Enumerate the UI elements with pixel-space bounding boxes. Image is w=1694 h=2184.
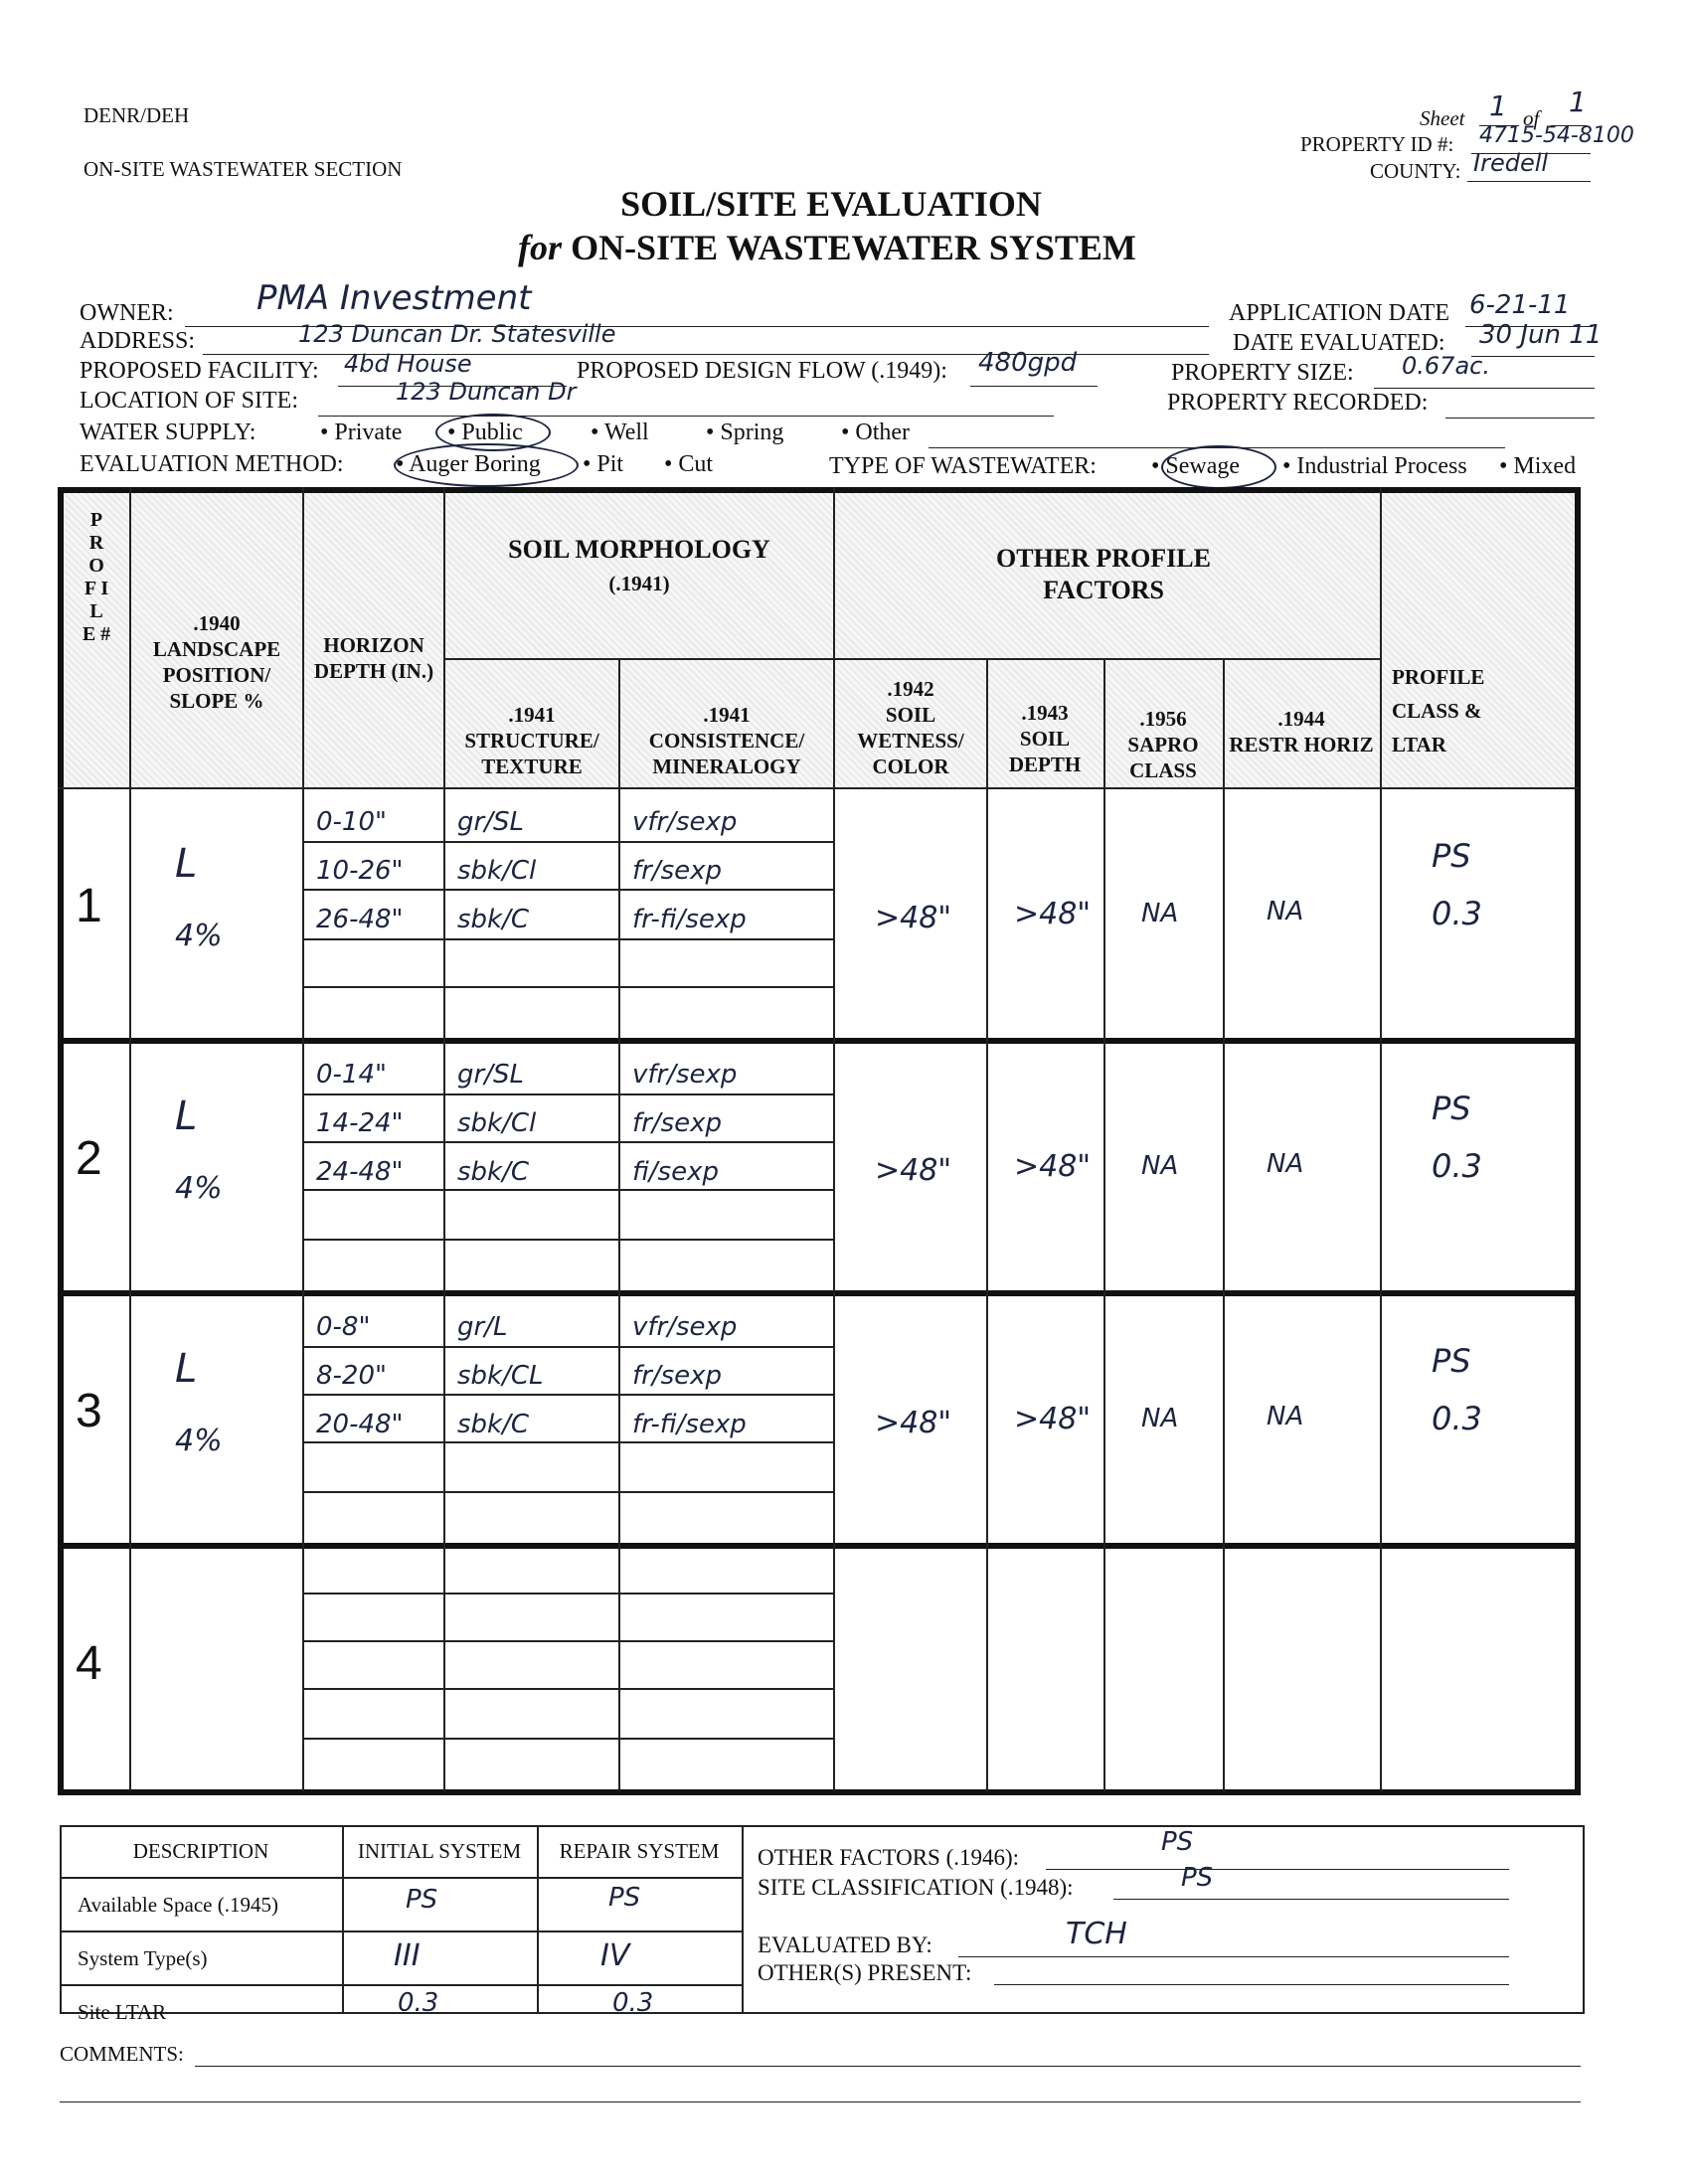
landscape-position: L xyxy=(175,1093,198,1139)
soil-wetness: >48" xyxy=(875,901,952,935)
description-header: DESCRIPTION xyxy=(132,1839,269,1863)
soil-morphology-header: SOIL MORPHOLOGY xyxy=(508,535,770,564)
profile-number: 4 xyxy=(76,1637,102,1690)
structure-header: STRUCTURE/ TEXTURE xyxy=(464,729,599,778)
landscape-position: L xyxy=(175,841,198,887)
available-space-initial: PS xyxy=(406,1885,438,1915)
sapro-class: NA xyxy=(1141,1404,1179,1433)
owner-value: PMA Investment xyxy=(256,278,532,318)
horizon-depth: 8-20" xyxy=(316,1361,387,1391)
profile-number: 3 xyxy=(76,1385,102,1437)
available-space-repair: PS xyxy=(608,1883,641,1913)
comments-label: COMMENTS: xyxy=(60,2042,184,2066)
of-label: of xyxy=(1523,106,1540,130)
property-recorded-label: PROPERTY RECORDED: xyxy=(1167,390,1429,416)
em-auger-option[interactable]: • Auger Boring xyxy=(396,451,541,477)
consistence-mineralogy: fr/sexp xyxy=(632,1108,723,1138)
ww-sewage-circle xyxy=(1161,445,1276,489)
slope-percent: 4% xyxy=(175,919,223,953)
sapro-class: NA xyxy=(1141,1151,1179,1181)
ws-public-option[interactable]: • Public xyxy=(447,420,523,445)
ltar-value: 0.3 xyxy=(1432,1400,1482,1437)
water-supply-label: WATER SUPPLY: xyxy=(80,420,256,445)
consistence-mineralogy: vfr/sexp xyxy=(632,1312,738,1342)
profile-class-header: PROFILE CLASS & LTAR xyxy=(1392,665,1485,756)
sheet-total: 1 xyxy=(1569,85,1587,118)
repair-system-header: REPAIR SYSTEM xyxy=(559,1839,720,1863)
property-size-label: PROPERTY SIZE: xyxy=(1171,360,1354,386)
site-classification-value: PS xyxy=(1181,1863,1214,1893)
ws-well-option[interactable]: • Well xyxy=(591,420,649,445)
application-date-value: 6-21-11 xyxy=(1469,290,1571,320)
structure-texture: sbk/C xyxy=(457,1410,530,1439)
horizon-depth: 26-48" xyxy=(316,905,404,934)
location-label: LOCATION OF SITE: xyxy=(80,388,298,414)
restr-header: RESTR HORIZ xyxy=(1229,733,1374,756)
site-ltar-label: Site LTAR xyxy=(78,2000,167,2024)
property-id-value: 4715-54-8100 xyxy=(1479,123,1634,148)
ltar-value: 0.3 xyxy=(1432,895,1482,932)
profile-class: PS xyxy=(1432,837,1471,875)
slope-percent: 4% xyxy=(175,1424,223,1458)
structure-texture: sbk/C xyxy=(457,905,530,934)
horizon-depth: 24-48" xyxy=(316,1157,404,1187)
profile-number: 1 xyxy=(76,880,102,932)
address-value: 123 Duncan Dr. Statesville xyxy=(298,320,616,348)
site-classification-label: SITE CLASSIFICATION (.1948): xyxy=(758,1875,1074,1900)
structure-texture: sbk/CL xyxy=(457,1361,544,1391)
restr-horiz: NA xyxy=(1267,1402,1304,1431)
proposed-facility-label: PROPOSED FACILITY: xyxy=(80,358,319,384)
system-type-initial: III xyxy=(394,1938,421,1973)
horizon-depth: 0-10" xyxy=(316,807,387,837)
system-type-repair: IV xyxy=(600,1938,630,1973)
address-label: ADDRESS: xyxy=(80,328,196,354)
soil-wetness: >48" xyxy=(875,1153,952,1188)
county-value: Iredell xyxy=(1473,149,1549,177)
ltar-value: 0.3 xyxy=(1432,1147,1482,1185)
agency-label: DENR/DEH xyxy=(84,103,190,127)
owner-label: OWNER: xyxy=(80,300,174,326)
design-flow-label: PROPOSED DESIGN FLOW (.1949): xyxy=(577,358,947,384)
site-ltar-repair: 0.3 xyxy=(612,1988,654,2018)
horizon-depth: 0-8" xyxy=(316,1312,371,1342)
profile-class: PS xyxy=(1432,1090,1471,1127)
other-factors-header: OTHER PROFILE FACTORS xyxy=(996,544,1211,604)
horizon-header: HORIZON DEPTH (IN.) xyxy=(313,633,434,683)
structure-texture: gr/L xyxy=(457,1312,508,1342)
landscape-code: .1940 xyxy=(193,611,241,635)
form-subtitle: for ON-SITE WASTEWATER SYSTEM xyxy=(518,228,1136,267)
consistence-header: CONSISTENCE/ MINERALOGY xyxy=(648,729,805,778)
ww-sewage-option[interactable]: • Sewage xyxy=(1151,453,1241,479)
consistence-mineralogy: fr/sexp xyxy=(632,856,723,886)
sheet-number: 1 xyxy=(1489,89,1507,122)
structure-texture: sbk/C xyxy=(457,1157,530,1187)
ws-private-option[interactable]: • Private xyxy=(320,420,403,445)
soil-depth: >48" xyxy=(1014,897,1092,931)
soil-morphology-code: (.1941) xyxy=(608,572,670,595)
evaluated-by-label: EVALUATED BY: xyxy=(758,1932,932,1957)
location-value: 123 Duncan Dr xyxy=(396,378,577,406)
restr-horiz: NA xyxy=(1267,1149,1304,1179)
consistence-mineralogy: fr/sexp xyxy=(632,1361,723,1391)
property-id-label: PROPERTY ID #: xyxy=(1300,132,1454,156)
em-pit-option[interactable]: • Pit xyxy=(583,451,624,477)
county-label: COUNTY: xyxy=(1370,159,1461,183)
profile-class: PS xyxy=(1432,1342,1471,1380)
form-title: SOIL/SITE EVALUATION xyxy=(620,184,1042,224)
sapro-class: NA xyxy=(1141,899,1179,928)
proposed-facility-value: 4bd House xyxy=(344,350,472,378)
profile-header: P R O F I L E # xyxy=(82,509,111,645)
landscape-position: L xyxy=(175,1346,198,1392)
horizon-depth: 0-14" xyxy=(316,1060,387,1090)
slope-percent: 4% xyxy=(175,1171,223,1206)
date-evaluated-label: DATE EVALUATED: xyxy=(1233,330,1445,356)
section-label: ON-SITE WASTEWATER SECTION xyxy=(84,157,403,181)
wetness-code: .1942 xyxy=(887,677,934,701)
sapro-code: .1956 xyxy=(1139,707,1187,731)
application-date-label: APPLICATION DATE xyxy=(1229,300,1449,326)
other-factors-label: OTHER FACTORS (.1946): xyxy=(758,1845,1020,1870)
depth-code: .1943 xyxy=(1021,701,1069,725)
sheet-label: Sheet xyxy=(1420,106,1465,130)
system-type-label: System Type(s) xyxy=(78,1946,208,1970)
depth-header: SOIL DEPTH xyxy=(1008,727,1082,776)
horizon-depth: 20-48" xyxy=(316,1410,404,1439)
structure-texture: sbk/Cl xyxy=(457,856,537,886)
others-present-label: OTHER(S) PRESENT: xyxy=(758,1960,972,1985)
em-auger-circle xyxy=(394,443,579,487)
ws-spring-option[interactable]: • Spring xyxy=(706,420,784,445)
wetness-header: SOIL WETNESS/ COLOR xyxy=(857,703,964,778)
ww-mixed-option[interactable]: • Mixed xyxy=(1499,453,1577,479)
consistence-code: .1941 xyxy=(703,703,751,727)
consistence-mineralogy: vfr/sexp xyxy=(632,1060,738,1090)
restr-code: .1944 xyxy=(1277,707,1325,731)
soil-wetness: >48" xyxy=(875,1406,952,1440)
consistence-mineralogy: fr-fi/sexp xyxy=(632,905,747,934)
structure-texture: sbk/Cl xyxy=(457,1108,537,1138)
property-size-value: 0.67ac. xyxy=(1402,352,1490,380)
profile-number: 2 xyxy=(76,1132,102,1185)
em-cut-option[interactable]: • Cut xyxy=(664,451,714,477)
structure-code: .1941 xyxy=(508,703,556,727)
date-evaluated-value: 30 Jun 11 xyxy=(1479,320,1603,350)
available-space-label: Available Space (.1945) xyxy=(78,1893,278,1917)
structure-texture: gr/SL xyxy=(457,807,524,837)
consistence-mineralogy: fi/sexp xyxy=(632,1157,719,1187)
ww-industrial-option[interactable]: • Industrial Process xyxy=(1282,453,1467,479)
design-flow-value: 480gpd xyxy=(978,348,1078,378)
landscape-header: LANDSCAPE POSITION/ SLOPE % xyxy=(152,637,281,713)
soil-depth: >48" xyxy=(1014,1402,1092,1436)
site-ltar-initial: 0.3 xyxy=(398,1988,439,2018)
other-factors-value: PS xyxy=(1161,1827,1194,1857)
consistence-mineralogy: vfr/sexp xyxy=(632,807,738,837)
restr-horiz: NA xyxy=(1267,897,1304,926)
evaluated-by-value: TCH xyxy=(1066,1917,1127,1951)
soil-depth: >48" xyxy=(1014,1149,1092,1184)
ws-other-option[interactable]: • Other xyxy=(841,420,911,445)
initial-system-header: INITIAL SYSTEM xyxy=(357,1839,522,1863)
consistence-mineralogy: fr-fi/sexp xyxy=(632,1410,747,1439)
structure-texture: gr/SL xyxy=(457,1060,524,1090)
evaluation-method-label: EVALUATION METHOD: xyxy=(80,451,344,477)
wastewater-type-label: TYPE OF WASTEWATER: xyxy=(829,453,1097,479)
horizon-depth: 10-26" xyxy=(316,856,404,886)
horizon-depth: 14-24" xyxy=(316,1108,404,1138)
sapro-header: SAPRO CLASS xyxy=(1127,733,1199,782)
